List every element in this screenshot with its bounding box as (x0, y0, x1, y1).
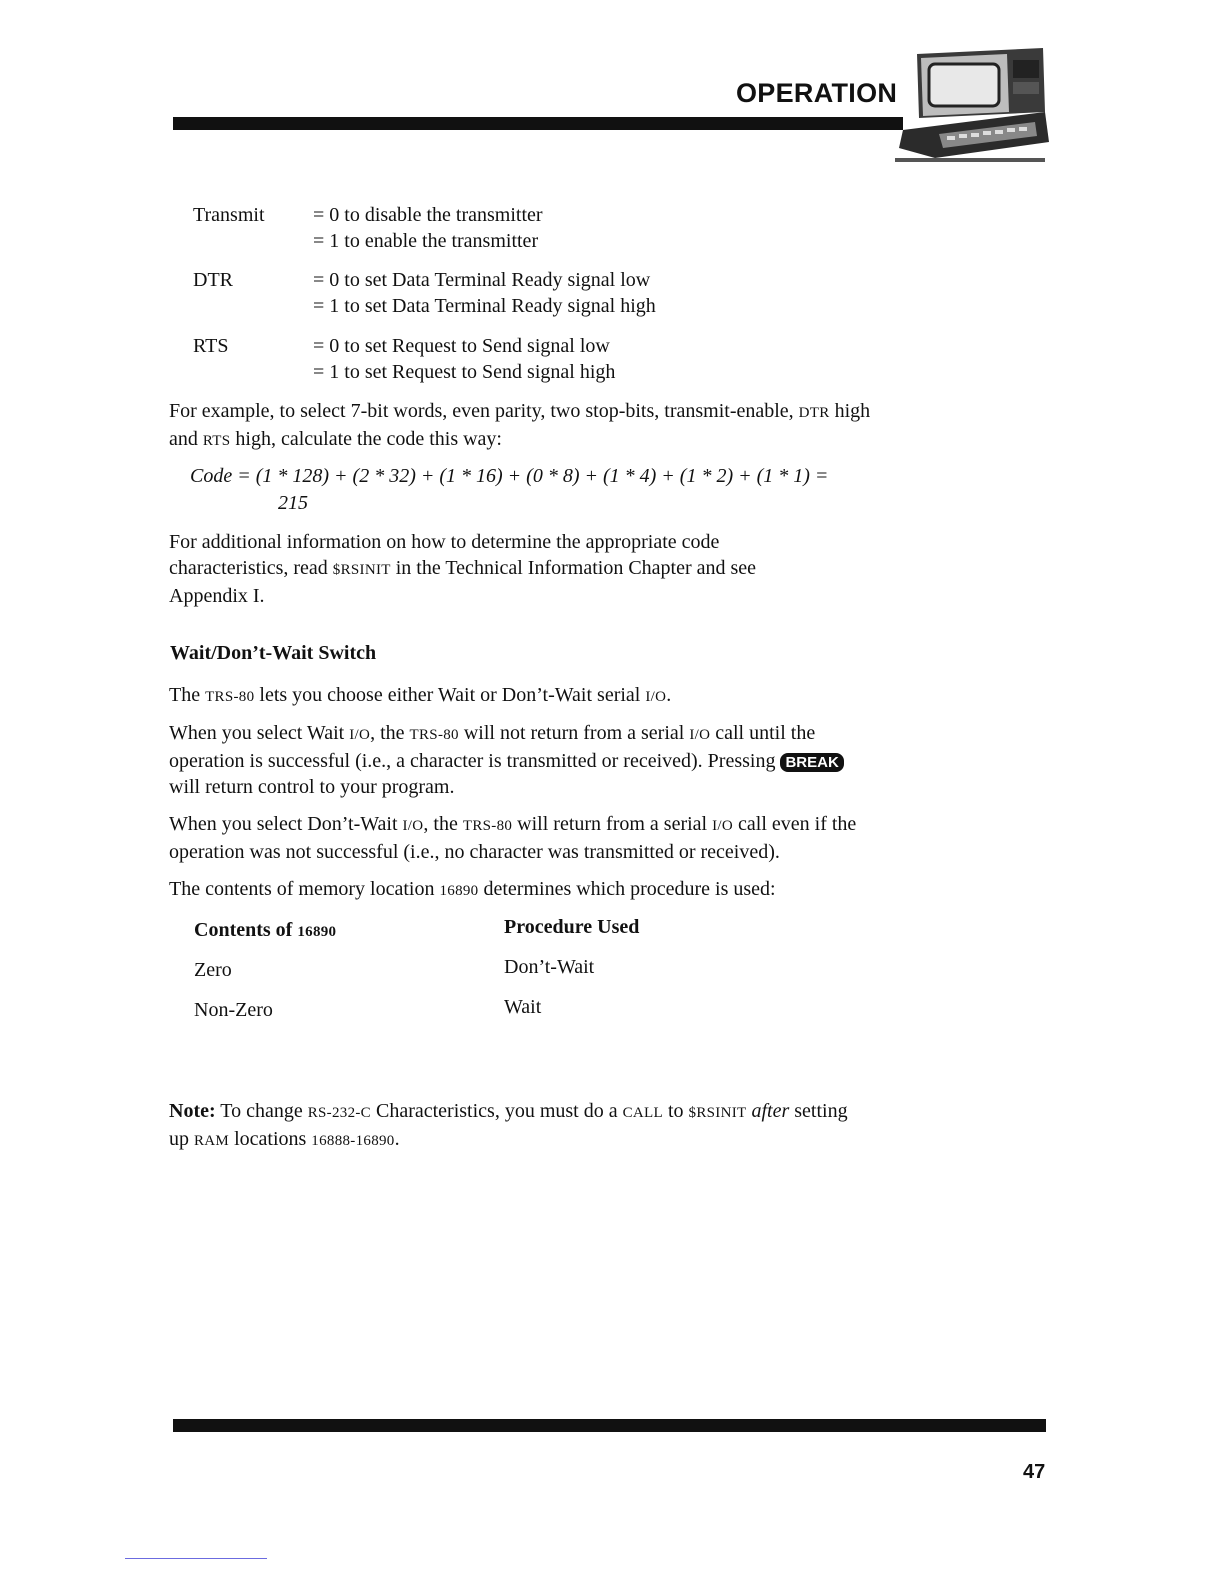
table-header-procedure: Procedure Used (504, 916, 640, 938)
param-value: = 0 to set Data Terminal Ready signal low (313, 269, 651, 291)
computer-illustration-icon (895, 46, 1055, 166)
text: 16890 (297, 924, 337, 940)
break-key-icon: BREAK (780, 753, 843, 772)
term-io: I/O (402, 818, 424, 834)
term-call: CALL (622, 1105, 663, 1121)
term-io: I/O (349, 727, 371, 743)
param-name: RTS (193, 335, 229, 357)
dont-wait-io-paragraph (169, 811, 869, 865)
term-trs80: TRS-80 (409, 727, 459, 743)
term-trs80: TRS-80 (205, 689, 255, 705)
table-cell-procedure: Don’t-Wait (504, 956, 595, 978)
text: When you select Don’t-Wait (169, 813, 398, 835)
text: call even if the operation was not successful (i.e., no character was transmitted or received). (169, 813, 857, 863)
example-paragraph (169, 398, 889, 454)
text: high, calculate the code this way: (235, 428, 502, 450)
text: will not return from a serial (463, 722, 685, 744)
text: in the Technical Information Chapter and see Appendix I. (169, 557, 757, 607)
page-number: 47 (1023, 1461, 1046, 1483)
term-rs232: RS-232-C (307, 1105, 371, 1121)
param-name: Transmit (193, 204, 265, 226)
text: For additional information on how to determine the appropriate code characteristics, read (169, 531, 720, 579)
term-trs80: TRS-80 (462, 818, 513, 834)
param-value: = 1 to set Data Terminal Ready signal high (313, 295, 656, 317)
term-rsinit: $RSINIT (688, 1105, 747, 1121)
param-values (313, 267, 793, 319)
term-location: 16890 (439, 883, 479, 899)
text: will return control to your program. (169, 776, 455, 798)
wait-switch-heading: Wait/Don’t-Wait Switch (170, 642, 377, 664)
text: locations (234, 1128, 307, 1150)
wait-io-paragraph (169, 720, 859, 800)
table-cell-procedure: Wait (504, 996, 542, 1018)
text: The (169, 684, 201, 706)
term-io: I/O (645, 689, 667, 705)
text: lets you choose either Wait or Don’t-Wait serial (259, 684, 641, 706)
param-value: = 1 to set Request to Send signal high (313, 361, 616, 383)
text: determines which procedure is used: (483, 878, 776, 900)
term-io: I/O (689, 727, 711, 743)
text: For example, to select 7-bit words, even parity, two stop-bits, transmit-enable, (169, 400, 794, 422)
text: . (394, 1128, 400, 1150)
term-ram: RAM (194, 1133, 230, 1149)
text: setting up (169, 1100, 848, 1150)
term-dtr: DTR (798, 405, 830, 421)
table-cell-contents: Zero (194, 959, 232, 981)
term-rts: RTS (202, 433, 231, 449)
additional-info-paragraph (169, 529, 809, 609)
term-rsinit: $RSINIT (332, 562, 391, 578)
term-io: I/O (712, 818, 734, 834)
table-header-contents (194, 917, 336, 945)
text: high and (169, 400, 871, 450)
param-value: = 0 to set Request to Send signal low (313, 335, 610, 357)
note-label: Note: (169, 1100, 216, 1122)
text: after (751, 1100, 790, 1122)
note-paragraph (169, 1098, 859, 1154)
text: call until the operation is successful (i.e., a character is transmitted or received). Pressing (169, 722, 816, 772)
text: The contents of memory location (169, 878, 435, 900)
formula-line-2: 215 (278, 492, 308, 514)
text: To change (220, 1100, 303, 1122)
param-values (313, 333, 793, 385)
param-values (313, 202, 793, 254)
text: Contents of (194, 919, 293, 941)
formula-line-1: Code = (1 * 128) + (2 * 32) + (1 * 16) + (0 * 8) + (1 * 4) + (1 * 2) + (1 * 1) = (190, 465, 829, 487)
wait-intro-paragraph (169, 682, 889, 710)
text: Characteristics, you must do a (375, 1100, 618, 1122)
text: , the (423, 813, 458, 835)
footer-rule (173, 1419, 1046, 1432)
memory-location-paragraph (169, 876, 889, 904)
param-value: = 0 to disable the transmitter (313, 204, 543, 226)
text: When you select Wait (169, 722, 345, 744)
section-title: OPERATION (736, 78, 898, 108)
param-name: DTR (193, 269, 233, 291)
table-cell-contents: Non-Zero (194, 999, 273, 1021)
text: . (666, 684, 672, 706)
scan-underline (125, 1558, 267, 1559)
param-value: = 1 to enable the transmitter (313, 230, 539, 252)
text: will return from a serial (517, 813, 708, 835)
header-rule (173, 117, 903, 130)
term-locations: 16888-16890 (311, 1133, 395, 1149)
text: to (667, 1100, 684, 1122)
text: , the (370, 722, 405, 744)
